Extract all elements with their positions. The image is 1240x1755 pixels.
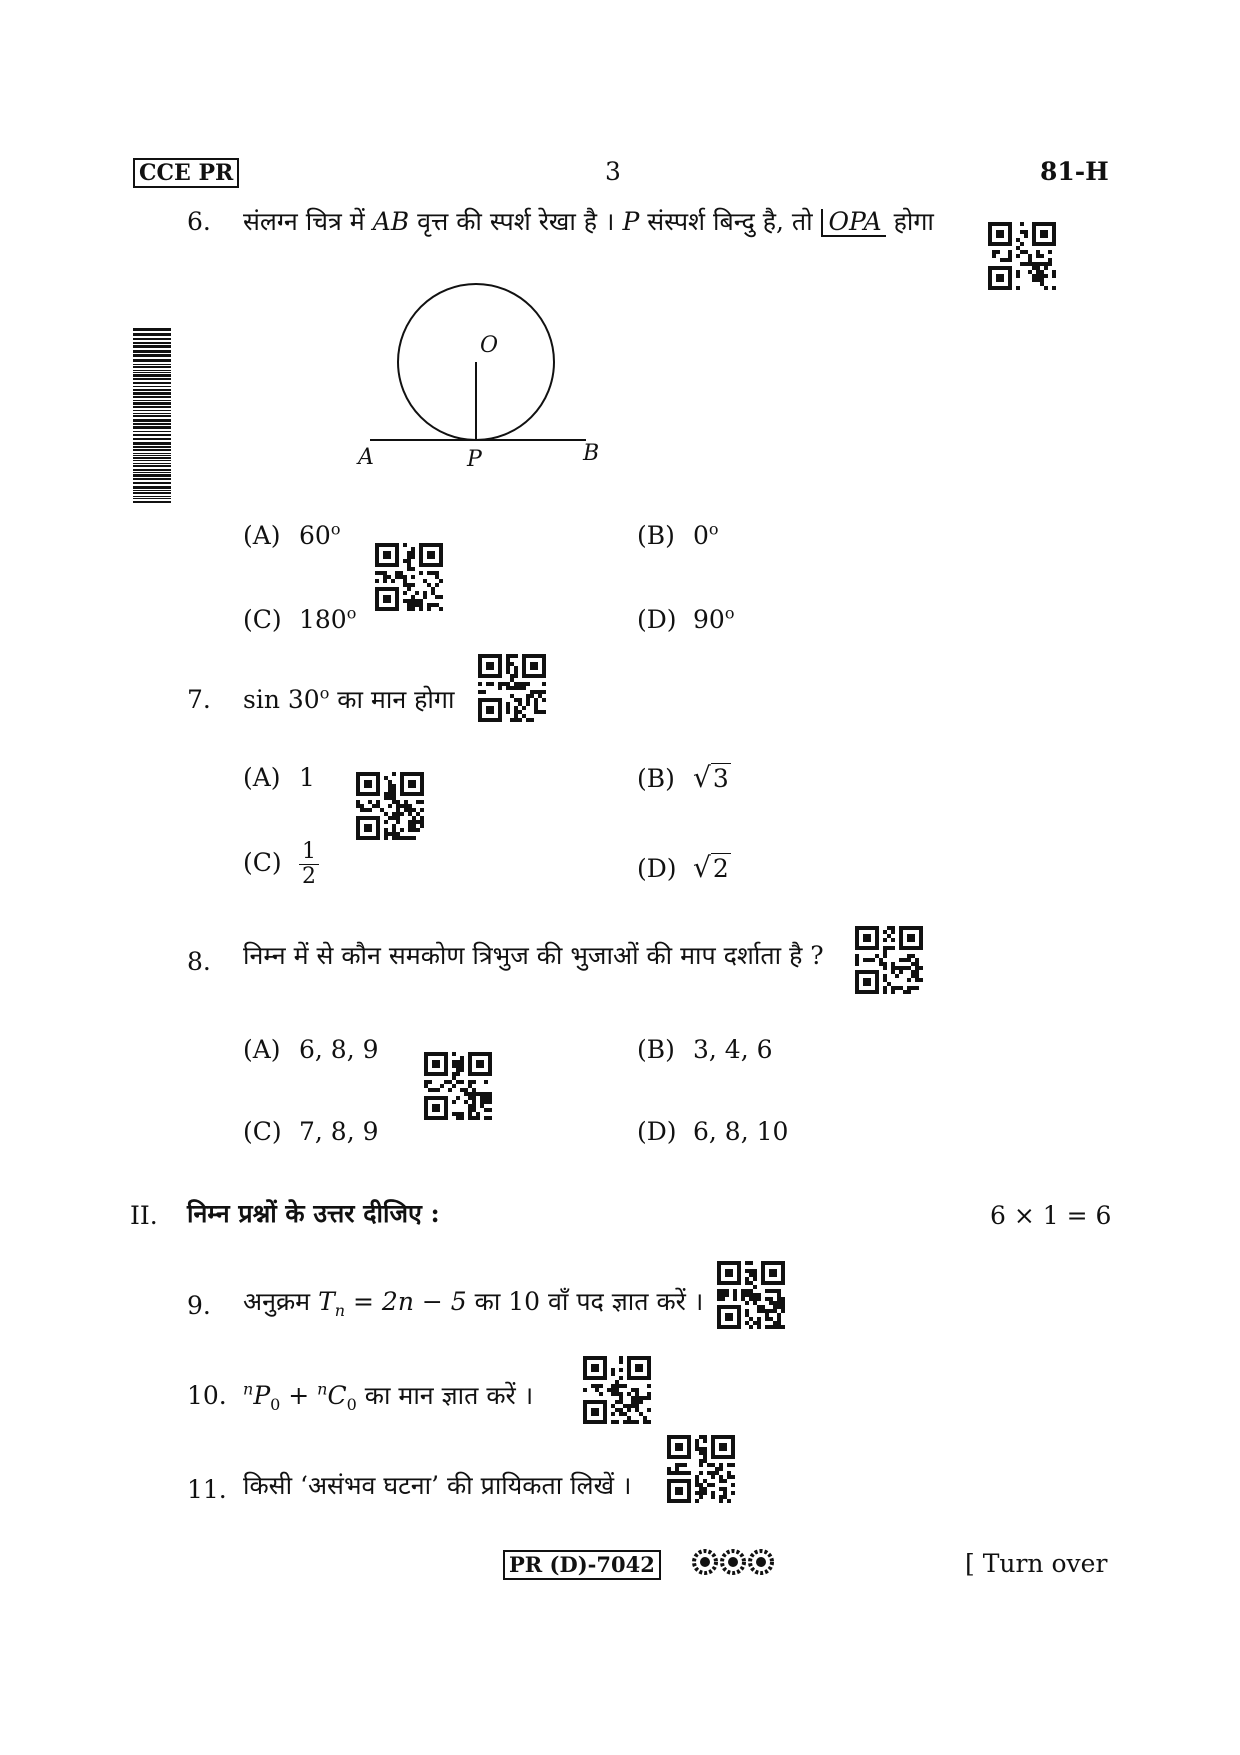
qr-code-icon	[375, 543, 443, 611]
q7-option-d	[637, 852, 731, 885]
degree-sup: o	[319, 683, 330, 703]
sqrt-expression	[693, 852, 731, 885]
q6-angle: OPA	[821, 209, 886, 237]
q6-number: 6.	[187, 207, 211, 236]
q6-text	[243, 206, 934, 238]
sqrt-icon: √	[693, 851, 711, 884]
option-value: 6, 8, 9	[299, 1035, 379, 1064]
section-roman-numeral: II.	[130, 1201, 158, 1230]
q10-zero2: 0	[346, 1395, 357, 1414]
qr-code-icon	[717, 1261, 785, 1329]
q6-text-b: वृत्त की स्पर्श रेखा है ।	[409, 207, 623, 236]
sqrt-icon: √	[693, 761, 711, 794]
q6-text-d: होगा	[885, 207, 934, 236]
q10-text-rest: का मान ज्ञात करें ।	[356, 1381, 534, 1410]
option-label: (A)	[243, 763, 281, 792]
q6-ab: AB	[372, 207, 410, 236]
option-label: (B)	[637, 764, 675, 793]
q6-option-b	[637, 520, 719, 552]
qr-code-icon	[988, 222, 1056, 290]
paper-code-label: CCE PR	[139, 160, 234, 186]
section-marks: 6 × 1 = 6	[990, 1201, 1112, 1230]
q9-text-b: का 10 वाँ पद ज्ञात करें ।	[466, 1287, 704, 1316]
q7-text-rest: का मान होगा	[329, 685, 455, 714]
q9-sub: n	[334, 1301, 346, 1320]
label-b: B	[583, 441, 600, 466]
q10-text	[243, 1380, 533, 1412]
q6-text-a: संलग्न चित्र में	[243, 207, 373, 236]
fraction	[299, 840, 319, 889]
sqrt-expression	[693, 762, 731, 795]
option-value: 180	[299, 605, 347, 634]
qr-code-icon	[478, 654, 546, 722]
option-label: (D)	[637, 605, 677, 634]
paper-code-box	[133, 158, 239, 188]
option-label: (A)	[243, 521, 281, 550]
q7-option-c	[243, 840, 319, 889]
qr-code-icon	[356, 772, 424, 840]
q6-p: P	[622, 207, 640, 236]
option-label: (B)	[637, 521, 675, 550]
q8-option-b	[637, 1034, 773, 1066]
q6-figure	[340, 272, 620, 472]
turn-over-text: [ Turn over	[965, 1549, 1108, 1578]
option-value: 60	[299, 521, 331, 550]
footer-code-box	[503, 1550, 661, 1580]
q10-number: 10.	[187, 1381, 227, 1410]
q9-expression: = 2n − 5	[345, 1287, 467, 1316]
option-label: (C)	[243, 605, 282, 634]
q6-option-a	[243, 520, 340, 552]
qr-code-icon	[855, 926, 923, 994]
sqrt-value: 2	[712, 854, 729, 883]
qr-code-icon	[583, 1356, 651, 1424]
option-value: 90	[693, 605, 725, 634]
page-number: 3	[605, 157, 621, 186]
option-label: (C)	[243, 848, 282, 877]
subject-code: 81-H	[1040, 157, 1109, 186]
fraction-denominator: 2	[302, 864, 316, 889]
q9-text	[243, 1286, 703, 1318]
option-value: 0	[693, 521, 709, 550]
option-value: 3, 4, 6	[693, 1035, 773, 1064]
option-label: (D)	[637, 854, 677, 883]
sqrt-value: 3	[712, 764, 729, 793]
qr-code-icon	[424, 1052, 492, 1120]
q10-n1: n	[243, 1379, 254, 1399]
footer-ornament-icon	[690, 1546, 780, 1582]
q6-option-c	[243, 604, 356, 636]
q6-option-d	[637, 604, 734, 636]
q7-text	[243, 684, 454, 716]
q9-t: T	[318, 1287, 335, 1316]
option-label: (A)	[243, 1035, 281, 1064]
footer-code-label: PR (D)-7042	[509, 1552, 655, 1577]
label-o: O	[480, 333, 499, 358]
option-label: (B)	[637, 1035, 675, 1064]
section-title: निम्न प्रश्नों के उत्तर दीजिए :	[187, 1199, 440, 1228]
option-value: 1	[299, 763, 315, 792]
q10-p: P	[253, 1381, 271, 1410]
fraction-numerator: 1	[299, 840, 319, 865]
q11-number: 11.	[187, 1475, 227, 1504]
degree-sup: o	[346, 603, 357, 623]
label-p: P	[467, 447, 482, 472]
q10-c: C	[327, 1381, 347, 1410]
q8-option-d	[637, 1116, 788, 1148]
option-value: 6, 8, 10	[693, 1117, 789, 1146]
barcode-icon	[133, 328, 171, 504]
q8-option-a	[243, 1034, 379, 1066]
q8-text: निम्न में से कौन समकोण त्रिभुज की भुजाओं की माप दर्शाता है ?	[243, 941, 824, 970]
q7-option-a	[243, 762, 315, 794]
q7-sin: sin 30	[243, 685, 320, 714]
degree-sup: o	[724, 603, 735, 623]
q6-text-c: संस्पर्श बिन्दु है, तो	[639, 207, 821, 236]
q8-number: 8.	[187, 947, 211, 976]
label-a: A	[358, 445, 374, 470]
q7-option-b	[637, 762, 731, 795]
q10-n2: n	[317, 1379, 328, 1399]
option-value: 7, 8, 9	[299, 1117, 379, 1146]
option-label: (D)	[637, 1117, 677, 1146]
q9-text-a: अनुक्रम	[243, 1287, 319, 1316]
q7-number: 7.	[187, 685, 211, 714]
q10-plus: +	[280, 1381, 318, 1410]
q11-text: किसी ‘असंभव घटना’ की प्रायिकता लिखें ।	[243, 1471, 632, 1500]
qr-code-icon	[667, 1435, 735, 1503]
degree-sup: o	[708, 519, 719, 539]
option-label: (C)	[243, 1117, 282, 1146]
q10-zero1: 0	[270, 1395, 281, 1414]
q8-option-c	[243, 1116, 379, 1148]
q9-number: 9.	[187, 1291, 211, 1320]
degree-sup: o	[330, 519, 341, 539]
